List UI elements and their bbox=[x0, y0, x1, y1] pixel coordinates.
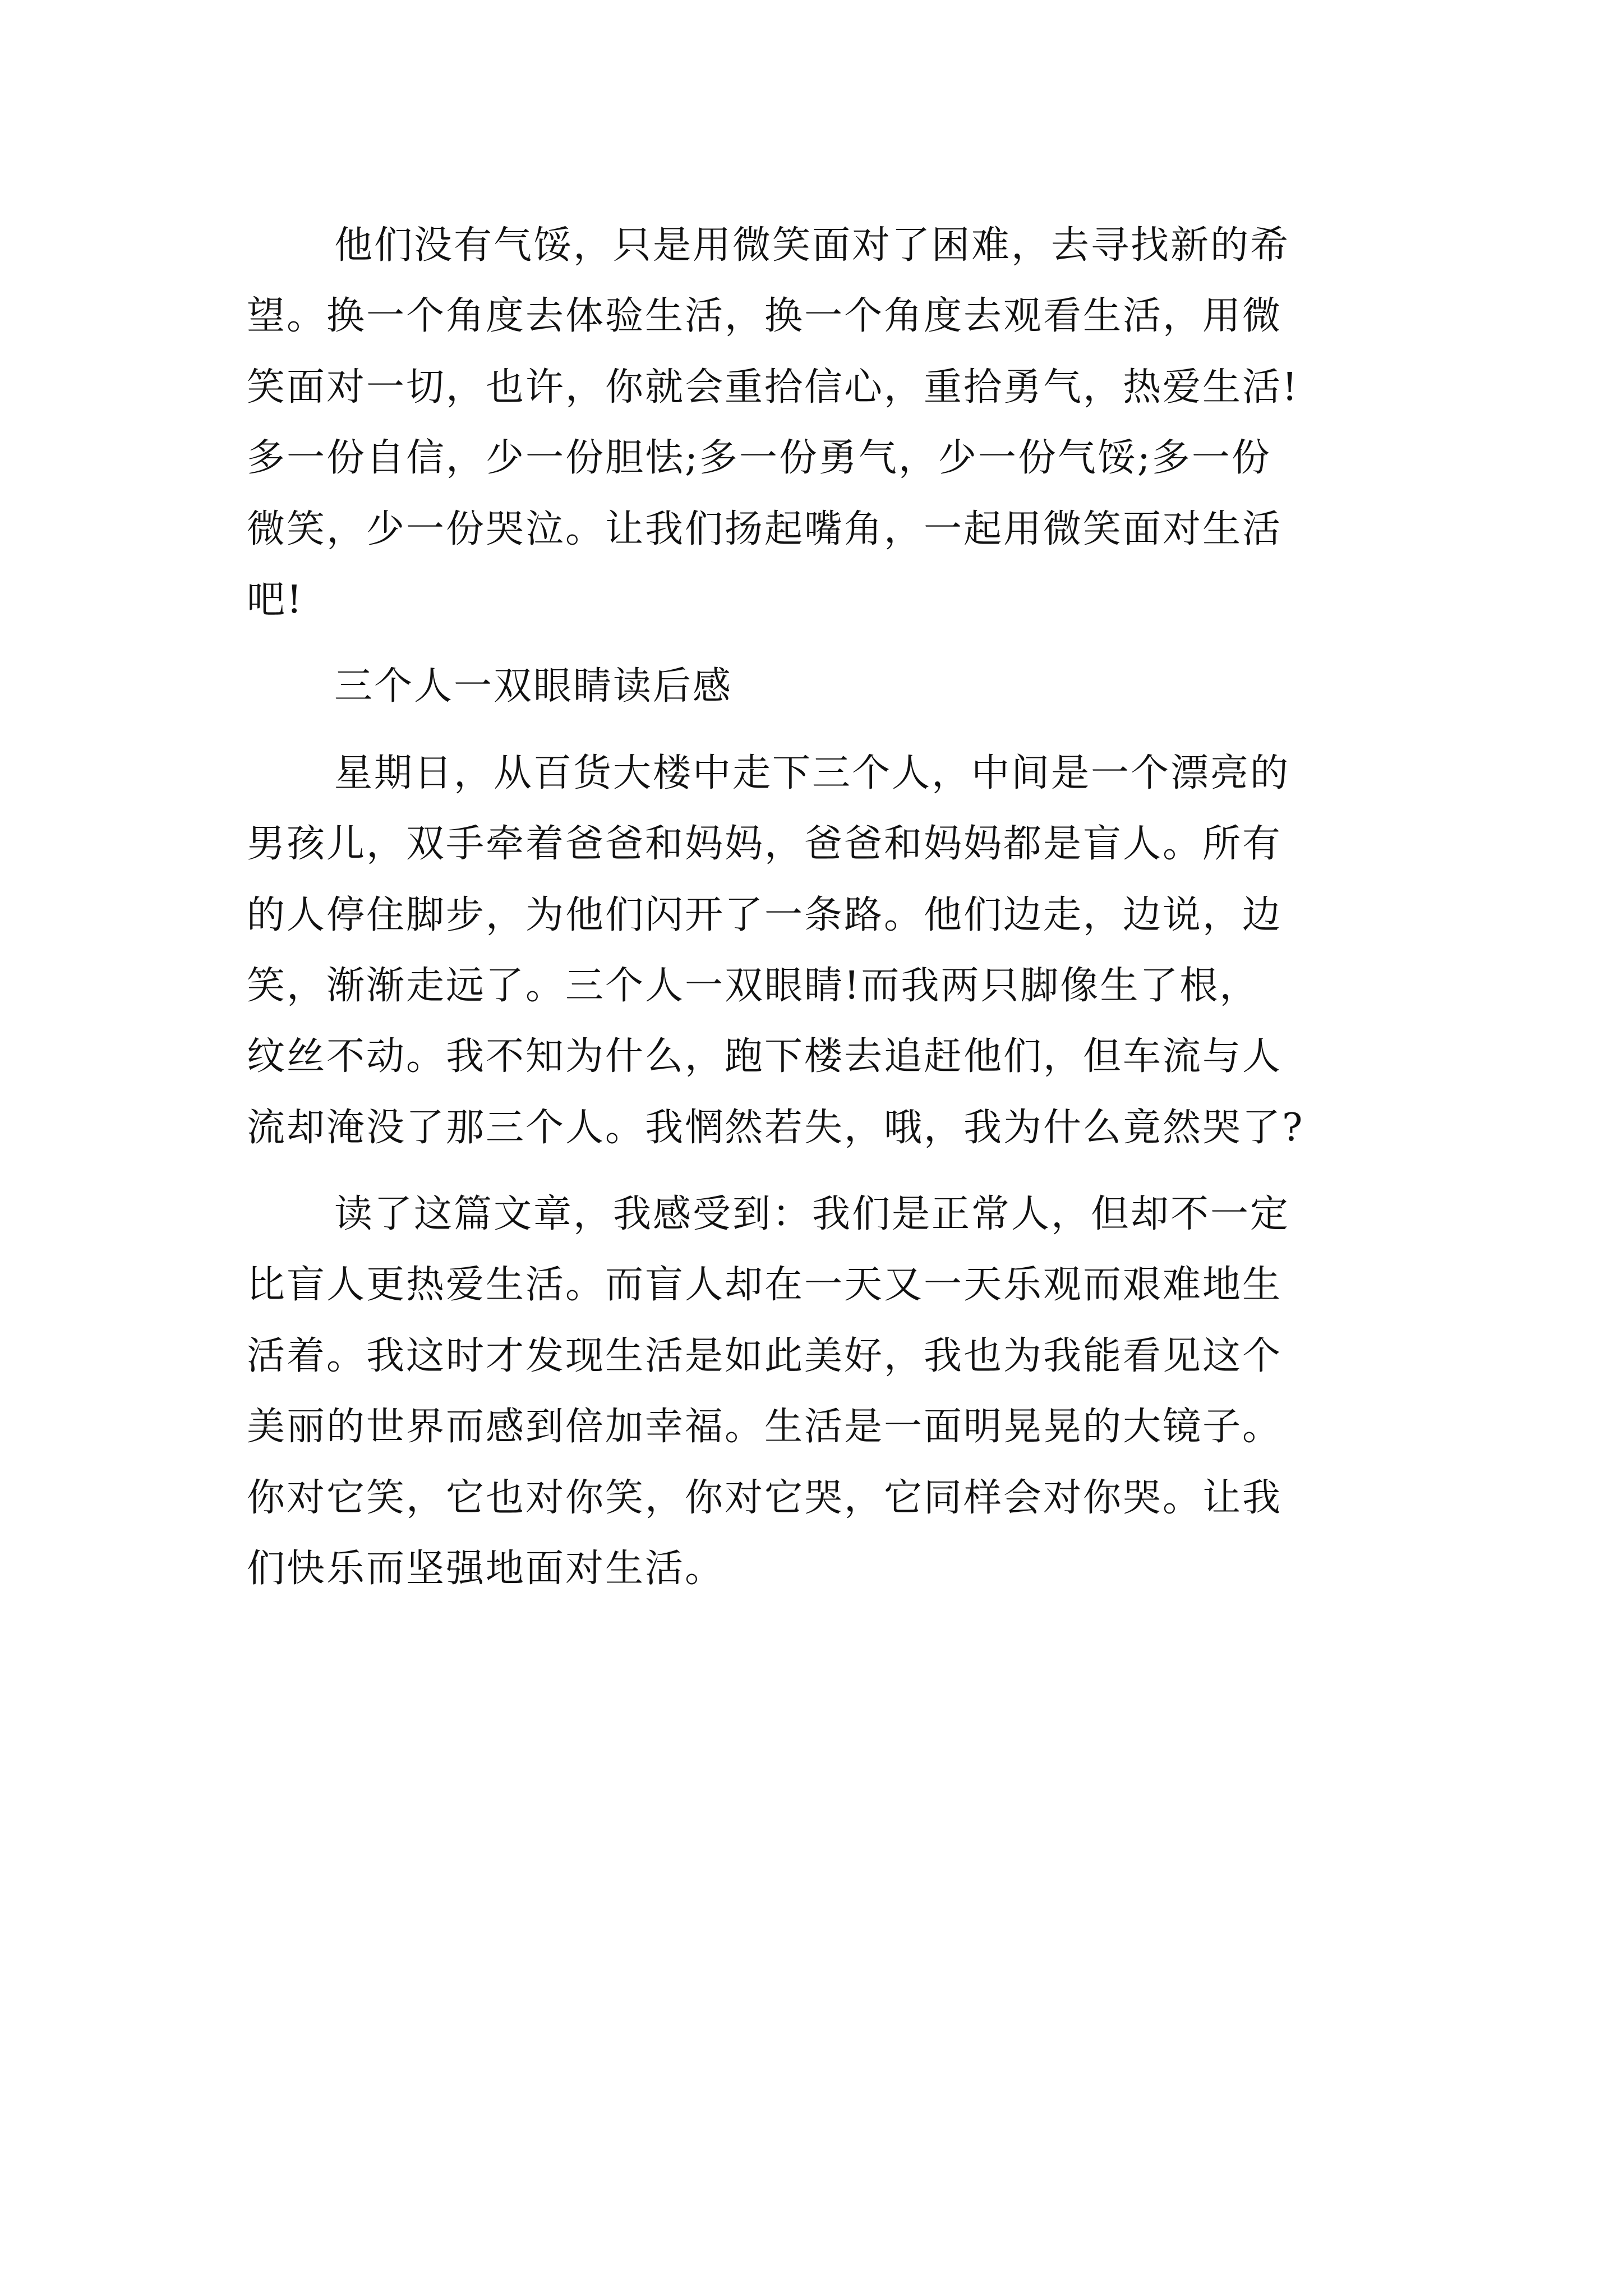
paragraph-line: 活着。我这时才发现生活是如此美好，我也为我能看见这个 bbox=[247, 1333, 1283, 1378]
paragraph-gap bbox=[247, 723, 1380, 738]
paragraph-line: 星期日，从百货大楼中走下三个人，中间是一个漂亮的 bbox=[334, 751, 1290, 795]
paragraph-gap bbox=[247, 1163, 1380, 1179]
paragraph-line: 美丽的世界而感到倍加幸福。生活是一面明晃晃的大镜子。 bbox=[247, 1405, 1283, 1450]
paragraph-line: 吧! bbox=[247, 577, 304, 622]
paragraph-line: 微笑，少一份哭泣。让我们扬起嘴角，一起用微笑面对生活 bbox=[247, 507, 1283, 551]
paragraph-line: 比盲人更热爱生活。而盲人却在一天又一天乐观而艰难地生 bbox=[247, 1263, 1283, 1308]
paragraph-line: 们快乐而坚强地面对生活。 bbox=[247, 1547, 725, 1591]
paragraph-line: 读了这篇文章，我感受到：我们是正常人，但却不一定 bbox=[334, 1192, 1290, 1237]
paragraph-line: 流却淹没了那三个人。我惘然若失，哦，我为什么竟然哭了? bbox=[247, 1105, 1304, 1150]
paragraph-line: 笑，渐渐走远了。三个人一双眼睛!而我两只脚像生了根， bbox=[247, 963, 1260, 1008]
paragraph-line: 望。换一个角度去体验生活，换一个角度去观看生活，用微 bbox=[247, 294, 1283, 339]
paragraph-line: 他们没有气馁，只是用微笑面对了困难，去寻找新的希 bbox=[334, 223, 1290, 268]
paragraph-1 bbox=[247, 210, 1380, 636]
paragraph-line: 笑面对一切，也许，你就会重拾信心，重拾勇气，热爱生活! bbox=[247, 365, 1299, 409]
paragraph-line: 多一份自信，少一份胆怯;多一份勇气，少一份气馁;多一份 bbox=[247, 436, 1271, 481]
paragraph-line: 男孩儿，双手牵着爸爸和妈妈，爸爸和妈妈都是盲人。所有 bbox=[247, 822, 1283, 867]
paragraph-2 bbox=[247, 738, 1380, 1163]
section-heading: 三个人一双眼睛读后感 bbox=[334, 664, 733, 709]
paragraph-line: 纹丝不动。我不知为什么，跑下楼去追赶他们，但车流与人 bbox=[247, 1034, 1283, 1079]
paragraph-3 bbox=[247, 1179, 1380, 1604]
document-body bbox=[247, 210, 1380, 1604]
paragraph-line: 的人停住脚步，为他们闪开了一条路。他们边走，边说，边 bbox=[247, 892, 1283, 937]
paragraph-line: 你对它笑，它也对你笑，你对它哭，它同样会对你哭。让我 bbox=[247, 1475, 1283, 1520]
paragraph-gap bbox=[247, 636, 1380, 651]
